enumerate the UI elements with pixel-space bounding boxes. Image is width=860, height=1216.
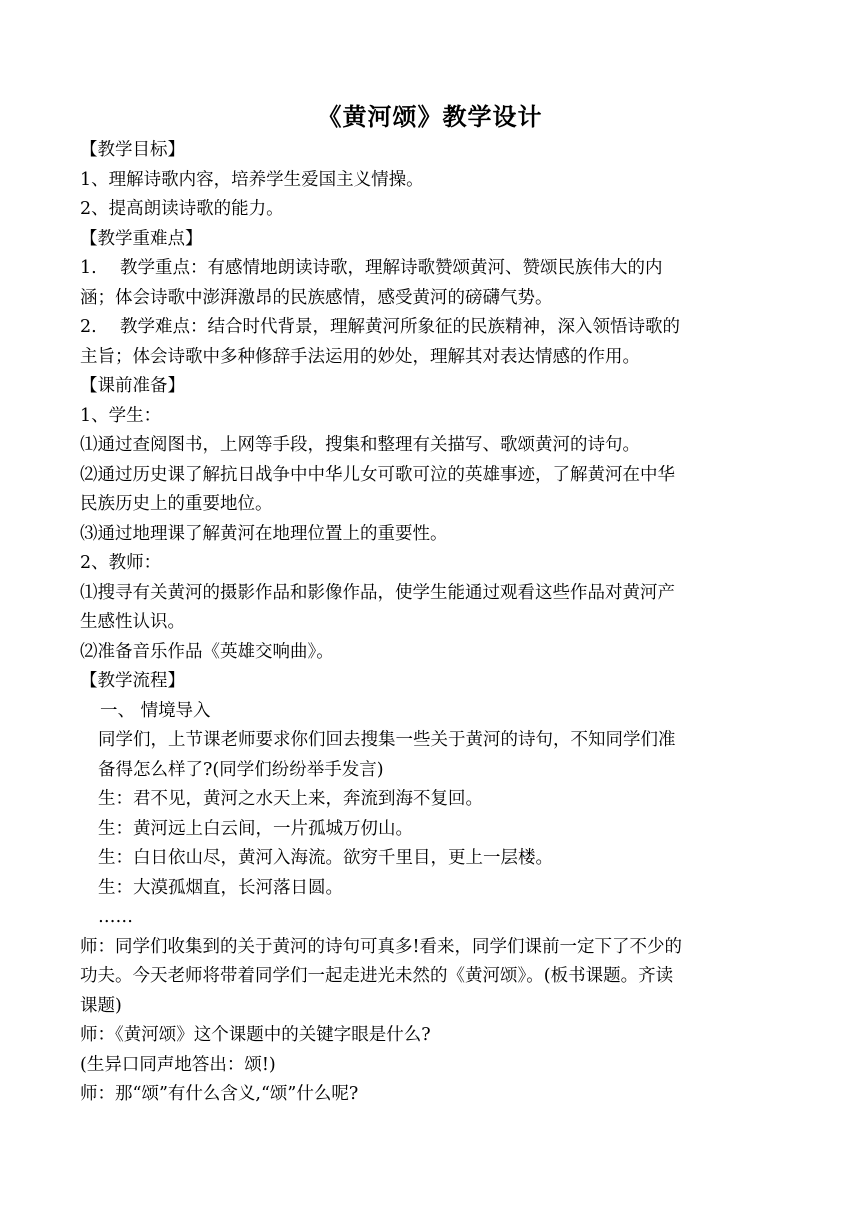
student-line-2: 生：黄河远上白云间，一片孤城万仞山。 [98,818,413,839]
section-heading-objectives: 【教学目标】 [80,140,185,160]
prep-student-item-2b: 民族历史上的重要地位。 [80,494,273,514]
key-point-text-1a: 教学重点：有感情地朗读诗歌，理解诗歌赞颂黄河、赞颂民族伟大的内 [120,258,663,278]
prep-student-item-2a: ⑵通过历史课了解抗日战争中中华儿女可歌可泣的英雄事迹，了解黄河在中华 [80,464,675,485]
key-point-item-1 [80,254,780,284]
section-heading-key-points: 【教学重难点】 [80,228,203,249]
prep-student-item-1: ⑴通过查阅图书，上网等手段，搜集和整理有关描写、歌颂黄河的诗句。 [80,435,640,455]
process-step-1: 一、 情境导入 [100,700,211,721]
prep-student-item-3: ⑶通过地理课了解黄河在地理位置上的重要性。 [80,523,448,544]
prep-teacher-item-1a: ⑴搜寻有关黄河的摄影作品和影像作品，使学生能通过观看这些作品对黄河产 [80,582,675,603]
prep-teacher-item-1b: 生感性认识。 [80,612,185,632]
teacher-line-1b: 功夫。今天老师将带着同学们一起走进光未然的《黄河颂》。(板书课题。齐读 [80,966,674,986]
ellipsis: …… [98,907,133,927]
key-point-text-2b: 主旨；体会诗歌中多种修辞手法运用的妙处，理解其对表达情感的作用。 [80,346,640,367]
prep-teacher-item-2: ⑵准备音乐作品《英雄交响曲》。 [80,641,334,662]
student-line-4: 生：大漠孤烟直，长河落日圆。 [98,877,343,898]
prep-teacher-label: 2、教师： [80,553,162,573]
teacher-line-1a: 师：同学们收集到的关于黄河的诗句可真多!看来，同学们课前一定下了不少的 [80,936,683,957]
section-heading-process: 【教学流程】 [80,671,185,691]
key-point-number-2: 2. [80,317,97,337]
key-point-number-1: 1. [80,258,97,278]
process-intro-b: 备得怎么样了?(同学们纷纷举手发言) [98,759,384,780]
key-point-text-1b: 涵；体会诗歌中澎湃激昂的民族感情，感受黄河的磅礴气势。 [80,287,553,308]
teacher-line-2: 师：《黄河颂》这个课题中的关键字眼是什么? [80,1025,431,1045]
process-intro-a: 同学们，上节课老师要求你们回去搜集一些关于黄河的诗句，不知同学们准 [98,730,676,750]
objective-item-1: 1、理解诗歌内容，培养学生爱国主义情操。 [80,169,424,190]
key-point-text-2a: 教学难点：结合时代背景，理解黄河所象征的民族精神，深入领悟诗歌的 [120,317,680,337]
section-heading-preparation: 【课前准备】 [80,376,185,396]
student-line-3: 生：白日依山尽，黄河入海流。欲穷千里目，更上一层楼。 [98,848,553,868]
student-line-5: (生异口同声地答出：颂!) [80,1054,276,1075]
student-line-1: 生：君不见，黄河之水天上来，奔流到海不复回。 [98,789,483,809]
document-title: 《黄河颂》教学设计 [317,103,543,131]
prep-student-label: 1、学生： [80,405,162,426]
document-body [80,136,780,1110]
objective-item-2: 2、提高朗读诗歌的能力。 [80,199,284,219]
teacher-line-1c: 课题) [80,995,122,1016]
teacher-line-3: 师：那“颂”有什么含义,“颂”什么呢? [80,1084,359,1104]
key-point-item-2 [80,313,780,343]
